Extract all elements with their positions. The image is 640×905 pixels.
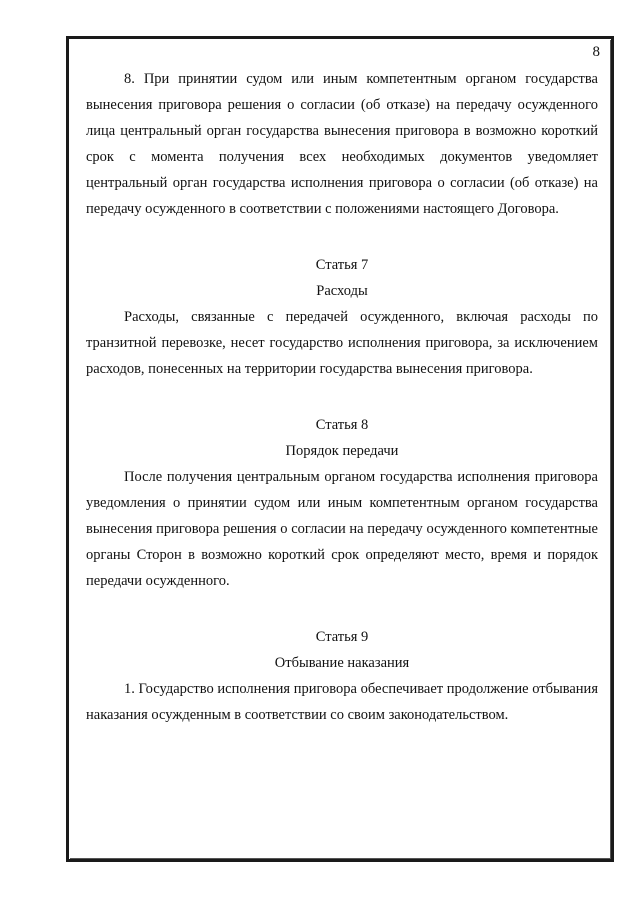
article-9-number: Статья 9 (315, 629, 369, 645)
article-8-number: Статья 8 (315, 417, 369, 433)
article-9-title: Отбывание наказания (274, 655, 410, 671)
article-8-title: Порядок передачи (285, 443, 399, 459)
paragraph-8: 8. При принятии судом или иным компетентным органом государства вынесения приговора решения о согласии (об отказе) на передачу осужденного лица центральный орган государства вынесения приговора в возможно короткий срок с момента получения всех необходимых документов уведомляет центральный орган государства исполнения приговора о согласии (об отказе) на передачу осужденного в соответствии с положениями настоящего Договора. (86, 71, 598, 217)
article-7-number: Статья 7 (315, 257, 369, 273)
article-8-text: После получения центральным органом государства исполнения приговора уведомления о принятии судом или иным компетентным органом государства вынесения приговора решения о согласии на передачу осужденного компетентные органы Сторон в возможно короткий срок определяют место, время и порядок передачи осужденного. (86, 469, 598, 589)
article-7-text: Расходы, связанные с передачей осужденного, включая расходы по транзитной перевозке, несет государство исполнения приговора, за исключением расходов, понесенных на территории государства вынесения приговора. (86, 309, 598, 377)
article-9-text: 1. Государство исполнения приговора обеспечивает продолжение отбывания наказания осужденным в соответствии со своим законодательством. (86, 681, 598, 723)
document-body (86, 66, 598, 728)
article-7-title: Расходы (316, 283, 368, 299)
page-number: 8 (592, 44, 600, 60)
